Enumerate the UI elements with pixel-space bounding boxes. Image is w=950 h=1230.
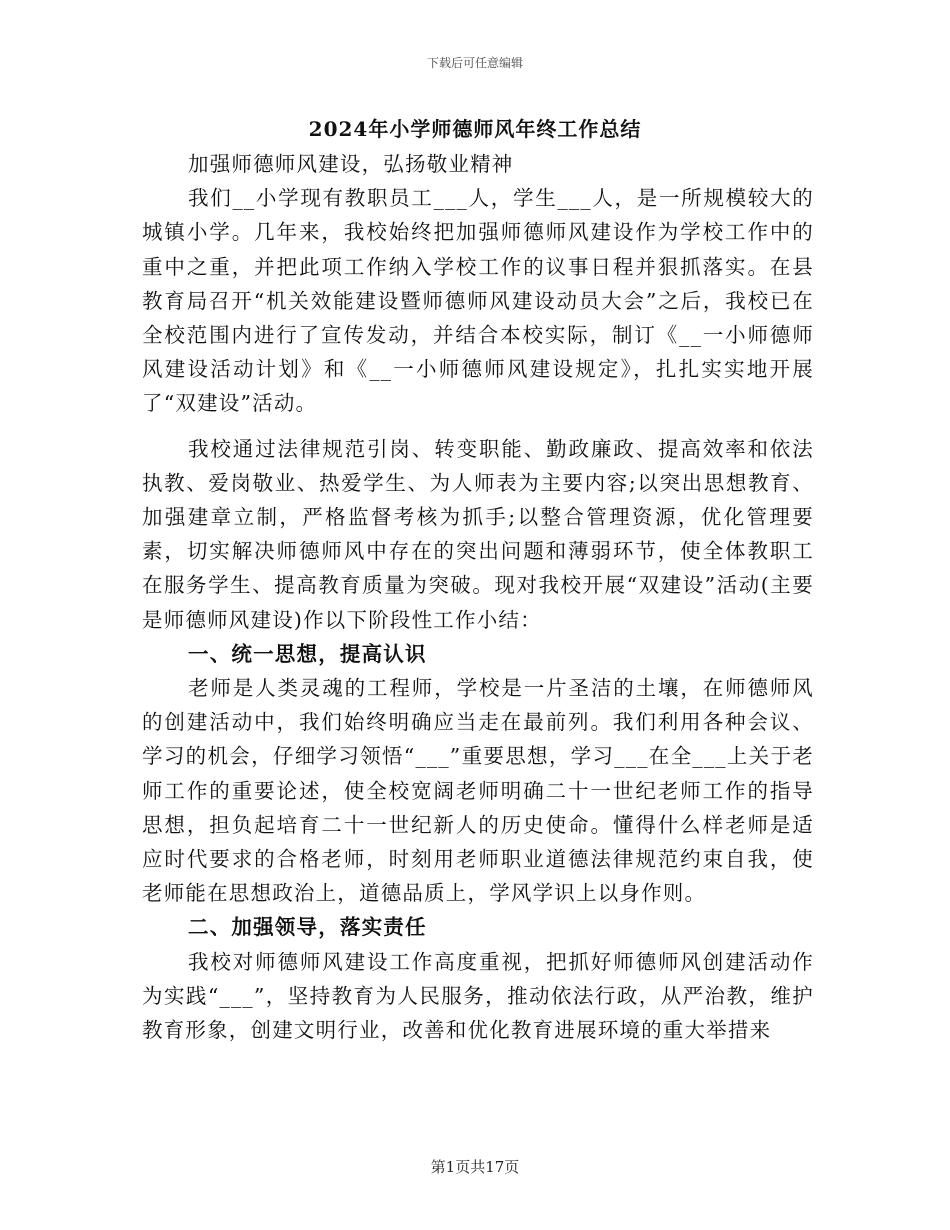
page-number: 第1页共17页	[430, 1158, 520, 1176]
paragraph-section-2: 我校对师德师风建设工作高度重视，把抓好师德师风创建活动作为实践“___”，坚持教育为人民服务，推动依法行政，从严治教，维护教育形象，创建文明行业，改善和优化教育进展环境的重大举措来	[142, 949, 814, 1043]
paragraph-overview: 我校通过法律规范引岗、转变职能、勤政廉政、提高效率和依法执教、爱岗敬业、热爱学生、为人师表为主要内容;以突出思想教育、加强建章立制，严格监督考核为抓手;以整合管理资源，优化管理要素，切实解决师德师风中存在的突出问题和薄弱环节，使全体教职工在服务学生、提高教育质量为突破。现对我校开展“双建设”活动(主要是师德师风建设)作以下阶段性工作小结：	[142, 436, 814, 632]
document-title: 2024年小学师德师风年终工作总结	[308, 117, 642, 141]
paragraph-section-1: 老师是人类灵魂的工程师，学校是一片圣洁的土壤，在师德师风的创建活动中，我们始终明确应当走在最前列。我们利用各种会议、学习的机会，仔细学习领悟“___”重要思想，学习___在全___上关于老师工作的重要论述，使全校宽阔老师明确二十一世纪老师工作的指导思想，担负起培育二十一世纪新人的历史使命。懂得什么样老师是适应时代要求的合格老师，时刻用老师职业道德法律规范约束自我，使老师能在思想政治上，道德品质上，学风学识上以身作则。	[142, 676, 814, 906]
document-subtitle: 加强师德师风建设，弘扬敬业精神	[188, 152, 514, 176]
document-body	[142, 147, 814, 1047]
section-heading-1: 一、统一思想，提高认识	[188, 641, 427, 666]
header-note: 下载后可任意编辑	[426, 56, 523, 70]
section-heading-2: 二、加强领导，落实责任	[188, 915, 427, 940]
paragraph-intro: 我们__小学现有教职员工___人，学生___人，是一所规模较大的城镇小学。几年来，我校始终把加强师德师风建设作为学校工作中的重中之重，并把此项工作纳入学校工作的议事日程并狠抓落实。在县教育局召开“机关效能建设暨师德师风建设动员大会”之后，我校已在全校范围内进行了宣传发动，并结合本校实际，制订《__一小师德师风建设活动计划》和《__一小师德师风建设规定》，扎扎实实地开展了“双建设”活动。	[142, 186, 814, 416]
